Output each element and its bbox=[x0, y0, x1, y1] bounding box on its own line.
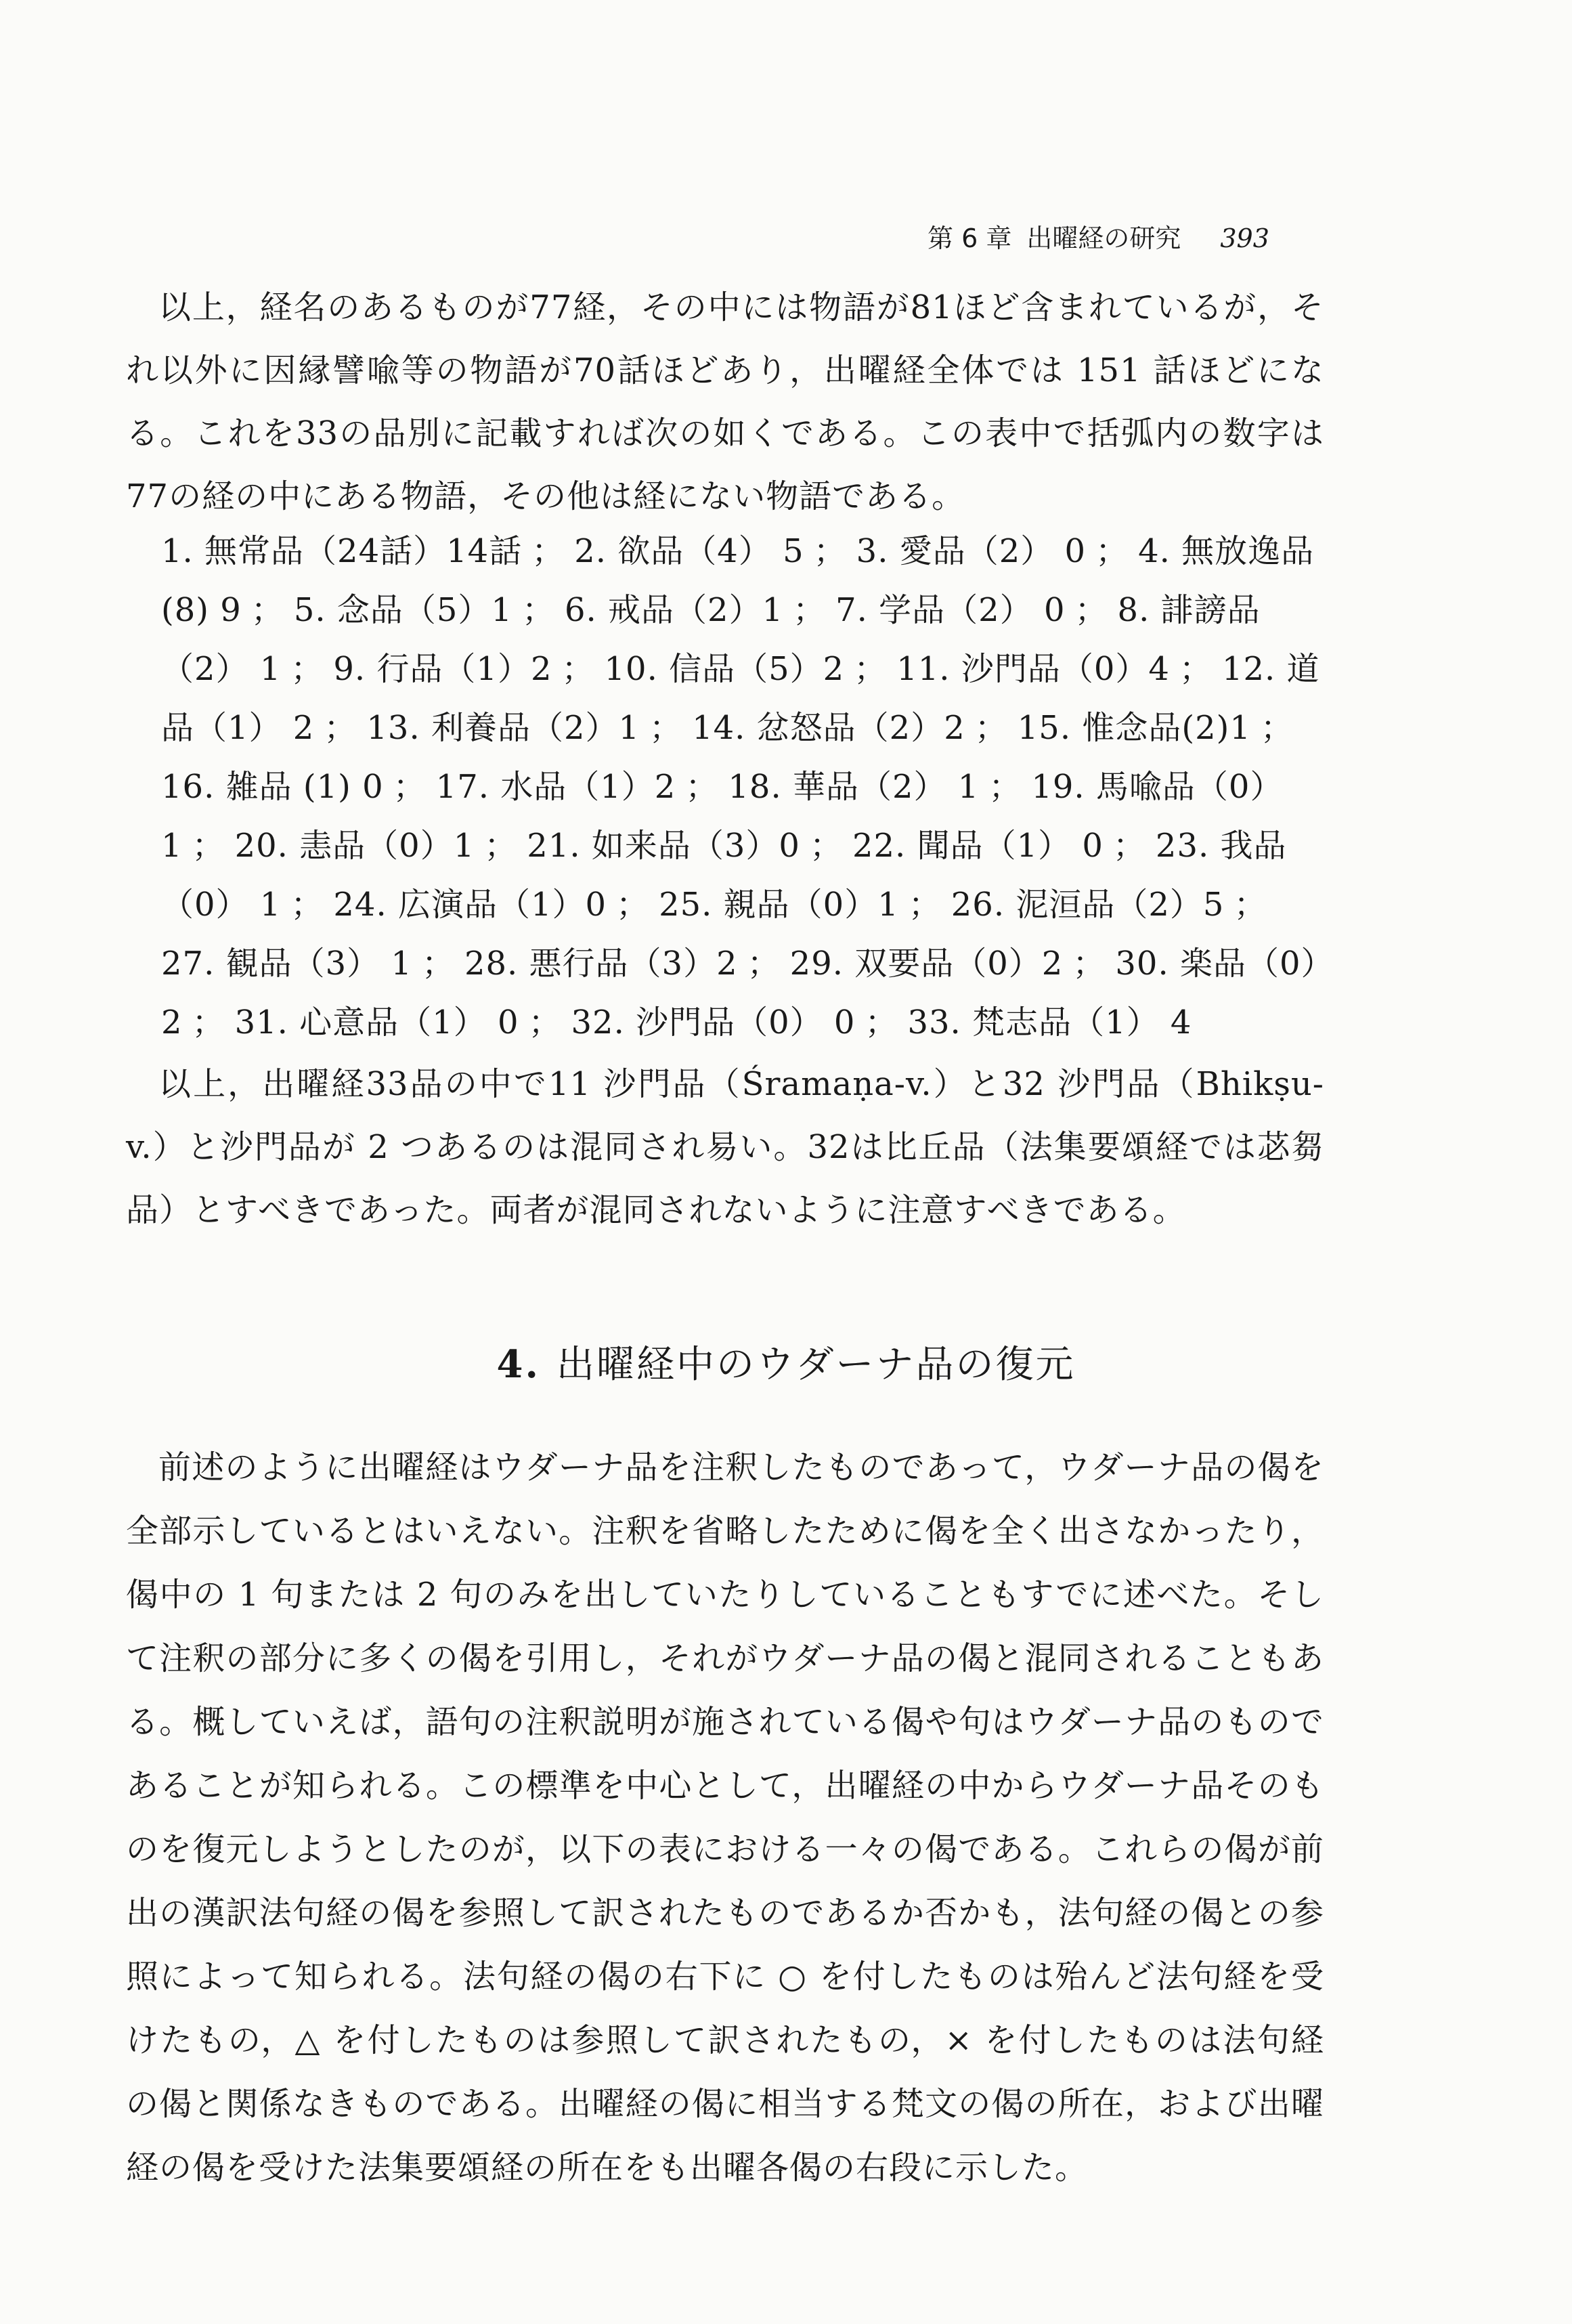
chapter-separator: ； bbox=[908, 886, 942, 924]
section-heading bbox=[0, 1337, 1572, 1392]
chapter-separator: ； bbox=[649, 709, 683, 747]
chapter-separator: ； bbox=[1260, 709, 1294, 747]
chapter-list-item: 31. 心意品（1） 0 bbox=[234, 1004, 519, 1041]
body-paragraph: 前述のように出曜経はウダーナ品を注釈したものであって，ウダーナ品の偈を全部示しているとはいえない。注釈を省略したために偈を全く出さなかったり，偈中の 1 句または 2 句のみを出していたりしていることもすでに述べた。そして注釈の部分に多くの偈を引用し，それがウダーナ品の偈と混同されることもある。概していえば，語句の注釈説明が施されている偈や句はウダーナ品のものであることが知られる。この標準を中心として，出曜経の中からウダーナ品そのものを復元しようとしたのが，以下の表における一々の偈である。これらの偈が前出の漢訳法句経の偈を参照して訳されたものであるか否かも，法句経の偈との参照によって知られる。法句経の偈の右下に ○ を付したものは殆んど法句経を受けたもの，△ を付したものは参照して訳されたもの，× を付したものは法句経の偈と関係なきものである。出曜経の偈に相当する梵文の偈の所在，および出曜経の偈を受けた法集要頌経の所在をも出曜各偈の右段に示した。 bbox=[126, 1448, 1324, 2187]
chapter-separator: ； bbox=[250, 591, 284, 629]
section-title-text: 出曜経中のウダーナ品の復元 bbox=[556, 1343, 1076, 1387]
chapter-separator: ； bbox=[393, 768, 427, 806]
chapter-list-item: 14. 忿怒品（2）2 bbox=[692, 709, 965, 747]
chapter-separator: ； bbox=[1179, 650, 1213, 688]
chapter-separator: ； bbox=[1233, 886, 1267, 924]
chapter-list-item: 6. 戒品（2）1 bbox=[564, 591, 784, 629]
chapter-separator: ； bbox=[192, 1004, 225, 1041]
chapter-separator: ； bbox=[974, 709, 1008, 747]
chapter-list-item: 20. 恚品（0）1 bbox=[234, 827, 475, 865]
chapter-list-item: 17. 水品（1）2 bbox=[435, 768, 676, 806]
chapter-list-item: 25. 親品（0）1 bbox=[659, 886, 899, 924]
chapter-separator: ； bbox=[521, 591, 555, 629]
chapter-separator: ； bbox=[1112, 827, 1146, 865]
chapter-list-item: 4. 無放逸品 (8) 9 bbox=[161, 532, 1315, 629]
chapter-title: 出曜経の研究 bbox=[1026, 223, 1181, 253]
intro-paragraph: 以上，経名のあるものが77経，その中には物語が81ほど含まれているが，それ以外に因縁譬喩等の物語が70話ほどあり，出曜経全体では 151 話ほどになる。これを33の品別に記載すれば次の如くである。この表中で括弧内の数字は77の経の中にある物語，その他は経にない物語である。 bbox=[126, 288, 1324, 515]
running-head bbox=[927, 218, 1307, 259]
chapter-list-item: 3. 愛品（2） 0 bbox=[856, 532, 1087, 570]
chapter-list-item: 13. 利養品（2）1 bbox=[366, 709, 640, 747]
chapter-list-item: 2. 欲品（4） 5 bbox=[574, 532, 804, 570]
chapter-list-item: 1. 無常品（24話）14話 bbox=[161, 532, 523, 570]
chapter-list-item: 10. 信品（5）2 bbox=[604, 650, 845, 688]
chapter-separator: ； bbox=[854, 650, 888, 688]
section-number: 4. bbox=[496, 1342, 540, 1387]
chapter-separator: ； bbox=[531, 532, 565, 570]
body-paragraph-block bbox=[126, 1436, 1324, 2199]
chapter-list bbox=[161, 522, 1324, 1052]
chapter-list-item: 11. 沙門品（0）4 bbox=[896, 650, 1170, 688]
intro-paragraph-block bbox=[126, 276, 1324, 528]
chapter-list-item: 27. 観品（3） 1 bbox=[161, 945, 412, 983]
chapter-separator: ； bbox=[616, 886, 650, 924]
chapter-separator: ； bbox=[813, 532, 847, 570]
chapter-separator: ； bbox=[685, 768, 719, 806]
chapter-separator: ； bbox=[747, 945, 781, 983]
chapter-list-item: 5. 念品（5）1 bbox=[293, 591, 512, 629]
chapter-separator: ； bbox=[324, 709, 357, 747]
chapter-list-item: 9. 行品（1）2 bbox=[333, 650, 552, 688]
chapter-list-item: 7. 学品（2） 0 bbox=[835, 591, 1066, 629]
chapter-list-item: 30. 楽品（0）2 bbox=[161, 945, 1318, 1041]
chapter-separator: ； bbox=[988, 768, 1022, 806]
chapter-label: 第 6 章 bbox=[927, 223, 1012, 253]
chapter-list-item: 22. 聞品（1） 0 bbox=[852, 827, 1104, 865]
chapter-separator: ； bbox=[1074, 591, 1108, 629]
chapter-list-item: 21. 如来品（3）0 bbox=[527, 827, 800, 865]
chapter-list-item: 19. 馬喩品（0） 1 bbox=[161, 768, 1284, 865]
chapter-list-item: 16. 雑品 (1) 0 bbox=[161, 768, 384, 806]
chapter-separator: ； bbox=[1095, 532, 1129, 570]
note-paragraph: 以上，出曜経33品の中で11 沙門品（Śramaṇa-v.）と32 沙門品（Bhikṣu-v.）と沙門品が 2 つあるのは混同され易い。32は比丘品（法集要頌経では苾芻品）とすべきであった。両者が混同されないように注意すべきである。 bbox=[126, 1065, 1324, 1229]
chapter-list-item: 23. 我品（0） 1 bbox=[161, 827, 1287, 924]
chapter-separator: ； bbox=[793, 591, 827, 629]
chapter-separator: ； bbox=[484, 827, 518, 865]
chapter-separator: ； bbox=[561, 650, 595, 688]
chapter-list-item: 8. 誹謗品（2） 1 bbox=[161, 591, 1261, 688]
chapter-list-item: 12. 道品（1） 2 bbox=[161, 650, 1320, 747]
chapter-list-item: 33. 梵志品（1） 4 bbox=[907, 1004, 1192, 1041]
chapter-list-item: 24. 広演品（1）0 bbox=[333, 886, 607, 924]
chapter-separator: ； bbox=[865, 1004, 898, 1041]
chapter-separator: ； bbox=[290, 650, 324, 688]
chapter-list-item: 18. 華品（2） 1 bbox=[728, 768, 980, 806]
chapter-list-item: 26. 泥洹品（2）5 bbox=[951, 886, 1225, 924]
chapter-separator: ； bbox=[1072, 945, 1106, 983]
chapter-list-item: 32. 沙門品（0） 0 bbox=[571, 1004, 856, 1041]
note-paragraph-block bbox=[126, 1053, 1324, 1242]
chapter-separator: ； bbox=[290, 886, 324, 924]
chapter-separator: ； bbox=[421, 945, 455, 983]
chapter-list-item: 29. 双要品（0）2 bbox=[789, 945, 1064, 983]
chapter-separator: ； bbox=[528, 1004, 562, 1041]
page-number: 393 bbox=[1220, 223, 1269, 253]
chapter-separator: ； bbox=[809, 827, 843, 865]
chapter-separator: ； bbox=[192, 827, 225, 865]
chapter-list-item: 15. 惟念品(2)1 bbox=[1017, 709, 1251, 747]
chapter-list-item: 28. 悪行品（3）2 bbox=[464, 945, 738, 983]
